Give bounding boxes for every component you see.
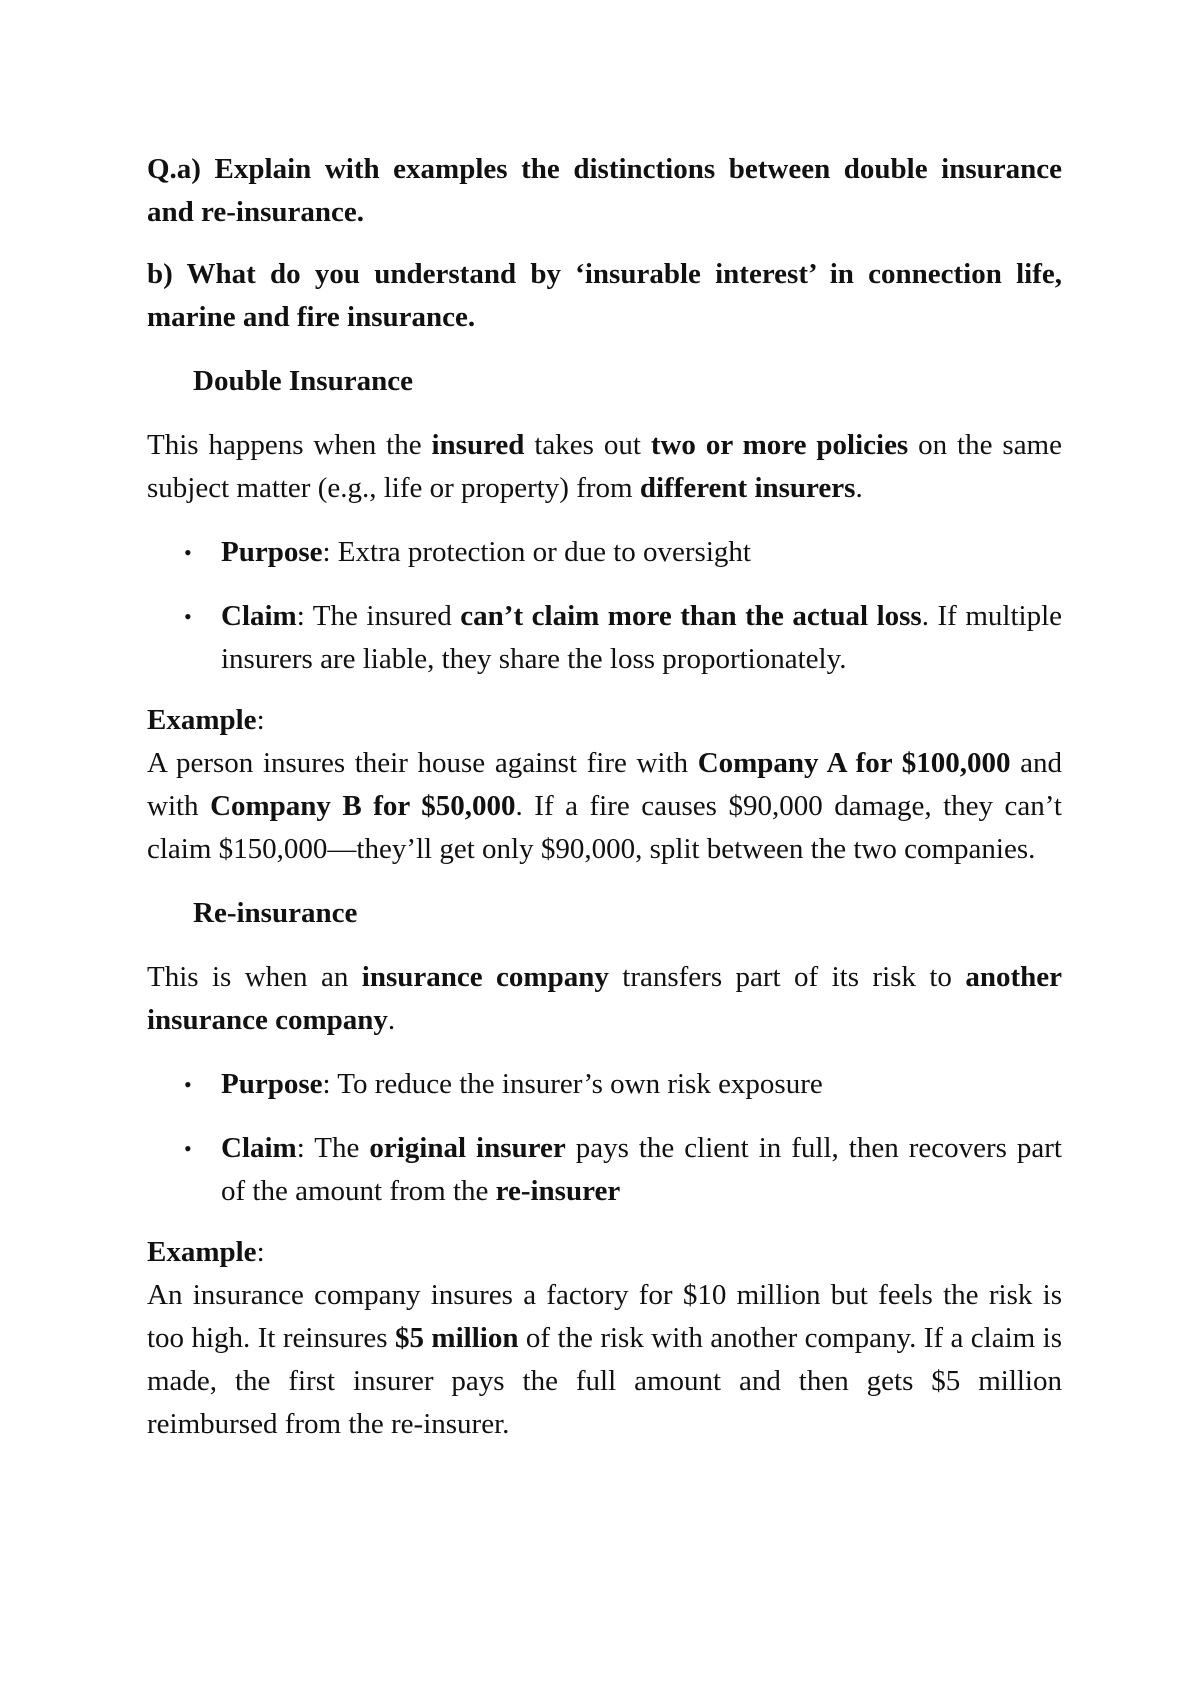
list-item-purpose: • Purpose: To reduce the insurer’s own risk exposure — [147, 1063, 1062, 1106]
reinsurance-example — [147, 1231, 1062, 1446]
reinsurance-definition: This is when an insurance company transfers part of its risk to another insurance company. — [147, 961, 1063, 1036]
bullet-icon: • — [184, 1136, 192, 1161]
list-item-claim: • Claim: The insured can’t claim more than the actual loss. If multiple insurers are liable, they share the loss proportionately. — [147, 595, 1062, 681]
double-insurance-bullets — [147, 531, 1062, 681]
double-insurance-example — [147, 699, 1062, 871]
example-label: Example: — [147, 704, 265, 736]
example-text: An insurance company insures a factory for $10 million but feels the risk is too high. It reinsures $5 million of the risk with another company. If a claim is made, the first insurer pays the full amount and then gets $5 million reimbursed from the re-insurer. — [147, 1279, 1062, 1440]
example-label: Example: — [147, 1236, 265, 1268]
bullet-icon: • — [184, 1072, 192, 1097]
reinsurance-bullets — [147, 1063, 1062, 1213]
question-a: Q.a) Explain with examples the distinctions between double insurance and re-insurance. — [147, 153, 1062, 228]
question-b: b) What do you understand by ‘insurable interest’ in connection life, marine and fire insurance. — [147, 258, 1062, 333]
list-item-purpose: • Purpose: Extra protection or due to oversight — [147, 531, 1062, 574]
double-insurance-definition: This happens when the insured takes out two or more policies on the same subject matter (e.g., life or property) from different insurers. — [147, 429, 1062, 504]
double-insurance-heading: Double Insurance — [193, 365, 413, 397]
example-text: A person insures their house against fire with Company A for $100,000 and with Company B for $50,000. If a fire causes $90,000 damage, they can’t claim $150,000—they’ll get only $90,000, split between the two companies. — [147, 747, 1062, 865]
bullet-icon: • — [184, 604, 192, 629]
reinsurance-heading: Re-insurance — [193, 897, 358, 929]
document-page — [147, 148, 1062, 1467]
list-item-claim: • Claim: The original insurer pays the client in full, then recovers part of the amount from the re-insurer — [147, 1127, 1062, 1213]
bullet-icon: • — [184, 540, 192, 565]
